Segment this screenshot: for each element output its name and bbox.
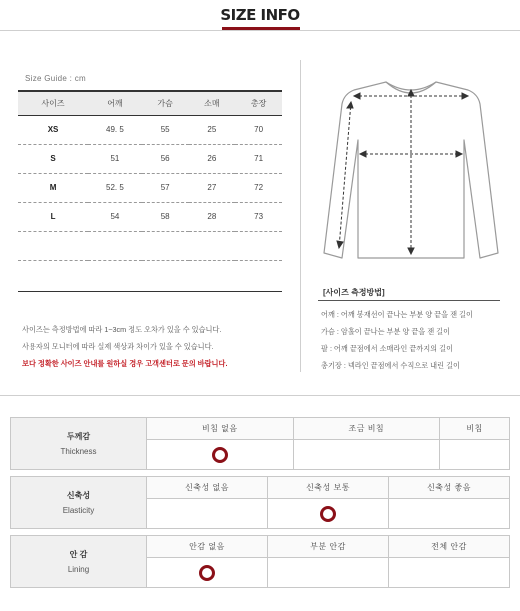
chest-cell: 57: [142, 173, 189, 202]
method-chest: 가슴 : 암홀이 끝나는 부분 양 끝을 잰 길이: [321, 327, 451, 336]
lining-table: [10, 535, 510, 588]
long-sleeve-shirt-diagram: [318, 68, 504, 268]
chest-cell: 56: [142, 144, 189, 173]
label-en: Thickness: [60, 446, 97, 456]
measurement-method-list: [321, 306, 473, 374]
section-divider: [0, 395, 520, 396]
option-label: 신축성 좋음: [389, 477, 510, 499]
thickness-label: [11, 418, 147, 470]
chest-cell: 55: [142, 115, 189, 144]
option-label: 부분 안감: [268, 536, 389, 558]
length-cell: 73: [235, 202, 282, 231]
table-row: [18, 202, 282, 231]
sleeve-measure-line: [339, 102, 351, 248]
option-mark: [147, 440, 294, 470]
header-length: 총장: [235, 91, 282, 115]
sleeve-cell: 28: [189, 202, 236, 231]
option-label: 비침: [440, 418, 510, 440]
option-mark: [389, 499, 510, 529]
table-row: [18, 115, 282, 144]
lining-label: [11, 536, 147, 588]
sleeve-cell: 27: [189, 173, 236, 202]
size-cell: L: [18, 202, 88, 231]
length-cell: 72: [235, 173, 282, 202]
label-en: Lining: [67, 564, 90, 574]
note-customer-center: 보다 정확한 사이즈 안내를 원하실 경우 고객센터로 문의 바랍니다.: [22, 359, 228, 368]
option-mark: [389, 558, 510, 588]
size-notes: [22, 321, 227, 372]
vertical-divider: [300, 60, 301, 372]
label-en: Elasticity: [62, 505, 95, 515]
thickness-table: [10, 417, 510, 470]
table-row-empty: [18, 231, 282, 260]
elasticity-options-row: [11, 477, 510, 499]
sleeve-cell: 26: [189, 144, 236, 173]
size-cell: M: [18, 173, 88, 202]
chest-cell: 58: [142, 202, 189, 231]
size-guide-unit-label: Size Guide : cm: [25, 74, 86, 83]
table-row: [18, 144, 282, 173]
option-label: 전체 안감: [389, 536, 510, 558]
shoulder-cell: 52. 5: [88, 173, 142, 202]
page-title: SIZE INFO: [220, 6, 300, 24]
option-label: 신축성 없음: [147, 477, 268, 499]
option-mark: [147, 499, 268, 529]
shoulder-cell: 51: [88, 144, 142, 173]
lining-options-row: [11, 536, 510, 558]
size-cell: XS: [18, 115, 88, 144]
option-label: 비침 없음: [147, 418, 294, 440]
elasticity-table: [10, 476, 510, 529]
table-row-empty: [18, 260, 282, 291]
size-table: [18, 90, 282, 292]
option-mark: [147, 558, 268, 588]
size-table-header: [18, 91, 282, 115]
length-cell: 70: [235, 115, 282, 144]
option-label: 조금 비침: [293, 418, 440, 440]
method-length: 총기장 : 넥라인 끝점에서 수직으로 내린 길이: [321, 361, 460, 370]
table-row: [18, 173, 282, 202]
selected-circle-icon: [212, 447, 228, 463]
option-mark: [293, 440, 440, 470]
header-shoulder: 어깨: [88, 91, 142, 115]
header-chest: 가슴: [142, 91, 189, 115]
method-shoulder: 어깨 : 어깨 봉재선이 끝나는 부분 양 끝을 잰 길이: [321, 310, 473, 319]
note-measurement-error: 사이즈는 측정방법에 따라 1~3cm 정도 오차가 있을 수 있습니다.: [22, 325, 222, 334]
option-mark: [268, 558, 389, 588]
option-label: 신축성 보통: [268, 477, 389, 499]
measurement-method-title: [사이즈 측정방법]: [323, 288, 385, 297]
selected-circle-icon: [199, 565, 215, 581]
elasticity-label: [11, 477, 147, 529]
measurement-method-rule: [318, 300, 500, 301]
thickness-options-row: [11, 418, 510, 440]
selected-circle-icon: [320, 506, 336, 522]
header-sleeve: 소매: [189, 91, 236, 115]
shoulder-cell: 49. 5: [88, 115, 142, 144]
header-size: 사이즈: [18, 91, 88, 115]
label-ko: 신축성: [66, 490, 91, 500]
label-ko: 안 감: [69, 549, 88, 559]
method-sleeve: 팔 : 어깨 끝점에서 소매라인 끝까지의 길이: [321, 344, 454, 353]
label-ko: 두께감: [66, 431, 91, 441]
header-divider: [0, 30, 520, 31]
note-monitor-color: 사용자의 모니터에 따라 실제 색상과 차이가 있을 수 있습니다.: [22, 342, 214, 351]
length-cell: 71: [235, 144, 282, 173]
option-mark: [440, 440, 510, 470]
option-label: 안감 없음: [147, 536, 268, 558]
option-mark: [268, 499, 389, 529]
shoulder-cell: 54: [88, 202, 142, 231]
size-cell: S: [18, 144, 88, 173]
sleeve-cell: 25: [189, 115, 236, 144]
